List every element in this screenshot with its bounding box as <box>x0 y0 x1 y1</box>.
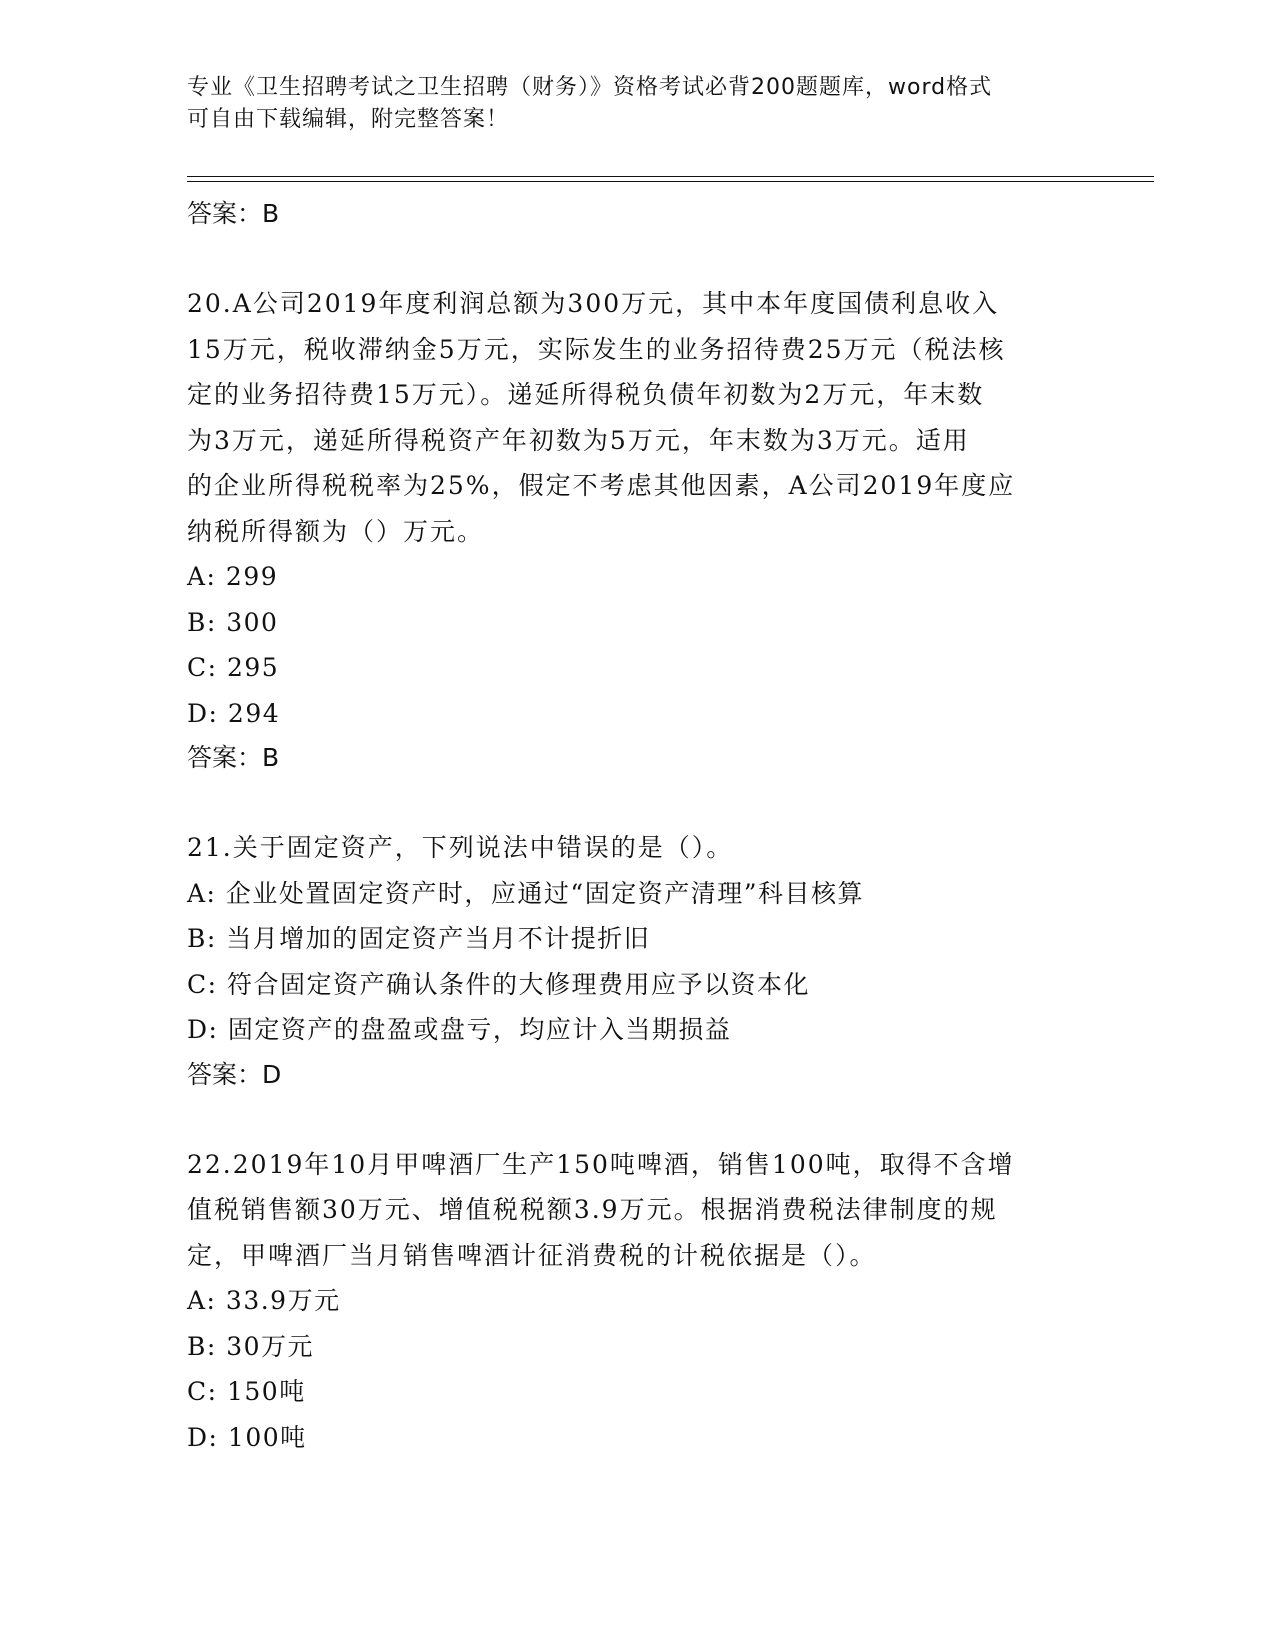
question-22-text <box>187 1142 1087 1279</box>
question-20-text <box>187 281 1087 554</box>
option-c: C: 符合固定资产确认条件的大修理费用应予以资本化 <box>187 969 811 999</box>
header-rule-bottom <box>187 181 1154 182</box>
option-b: B: 30万元 <box>187 1331 315 1361</box>
question-line: 22.2019年10月甲啤酒厂生产150吨啤酒，销售100吨，取得不含增 <box>187 1149 1015 1179</box>
option-b: B: 当月增加的固定资产当月不计提折旧 <box>187 924 651 953</box>
answer-line: 答案：B <box>187 743 280 772</box>
question-line: 的企业所得税税率为25%，假定不考虑其他因素，A公司2019年度应 <box>187 471 1016 500</box>
option-a: A: 299 <box>187 562 279 591</box>
option-c: C: 295 <box>187 653 280 682</box>
spacer <box>187 780 1087 825</box>
option-a: A: 企业处置固定资产时，应通过“固定资产清理”科目核算 <box>187 878 864 908</box>
option-d: D: 294 <box>187 698 281 728</box>
header-line: 可自由下载编辑，附完整答案！ <box>187 107 510 132</box>
spacer <box>187 236 1087 281</box>
spacer <box>187 1097 1087 1142</box>
option-b: B: 300 <box>187 607 279 637</box>
answer-line: 答案：D <box>187 1059 282 1089</box>
document-header <box>187 72 1087 136</box>
question-line: 15万元，税收滞纳金5万元，实际发生的业务招待费25万元（税法核 <box>187 334 1006 364</box>
answer-line: 答案：B <box>187 199 280 228</box>
option-d: D: 100吨 <box>187 1422 307 1452</box>
header-rule-top <box>187 176 1154 177</box>
question-list <box>187 192 1087 1460</box>
question-line: 值税销售额30万元、增值税税额3.9万元。根据消费税法律制度的规 <box>187 1195 998 1224</box>
question-line: 为3万元，递延所得税资产年初数为5万元，年末数为3万元。适用 <box>187 425 970 455</box>
question-21-text <box>187 825 1087 871</box>
option-d: D: 固定资产的盘盈或盘亏，均应计入当期损益 <box>187 1015 732 1044</box>
question-line: 20.A公司2019年度利润总额为300万元，其中本年度国债利息收入 <box>187 289 1000 318</box>
question-line: 定的业务招待费15万元）。递延所得税负债年初数为2万元，年末数 <box>187 380 985 409</box>
question-line: 21.关于固定资产，下列说法中错误的是（）。 <box>187 833 734 862</box>
option-c: C: 150吨 <box>187 1377 306 1406</box>
header-line: 专业《卫生招聘考试之卫生招聘（财务）》资格考试必背200题题库，word格式 <box>187 75 993 100</box>
option-a: A: 33.9万元 <box>187 1286 341 1315</box>
question-line: 纳税所得额为（）万元。 <box>187 516 485 546</box>
question-line: 定，甲啤酒厂当月销售啤酒计征消费税的计税依据是（）。 <box>187 1240 877 1270</box>
